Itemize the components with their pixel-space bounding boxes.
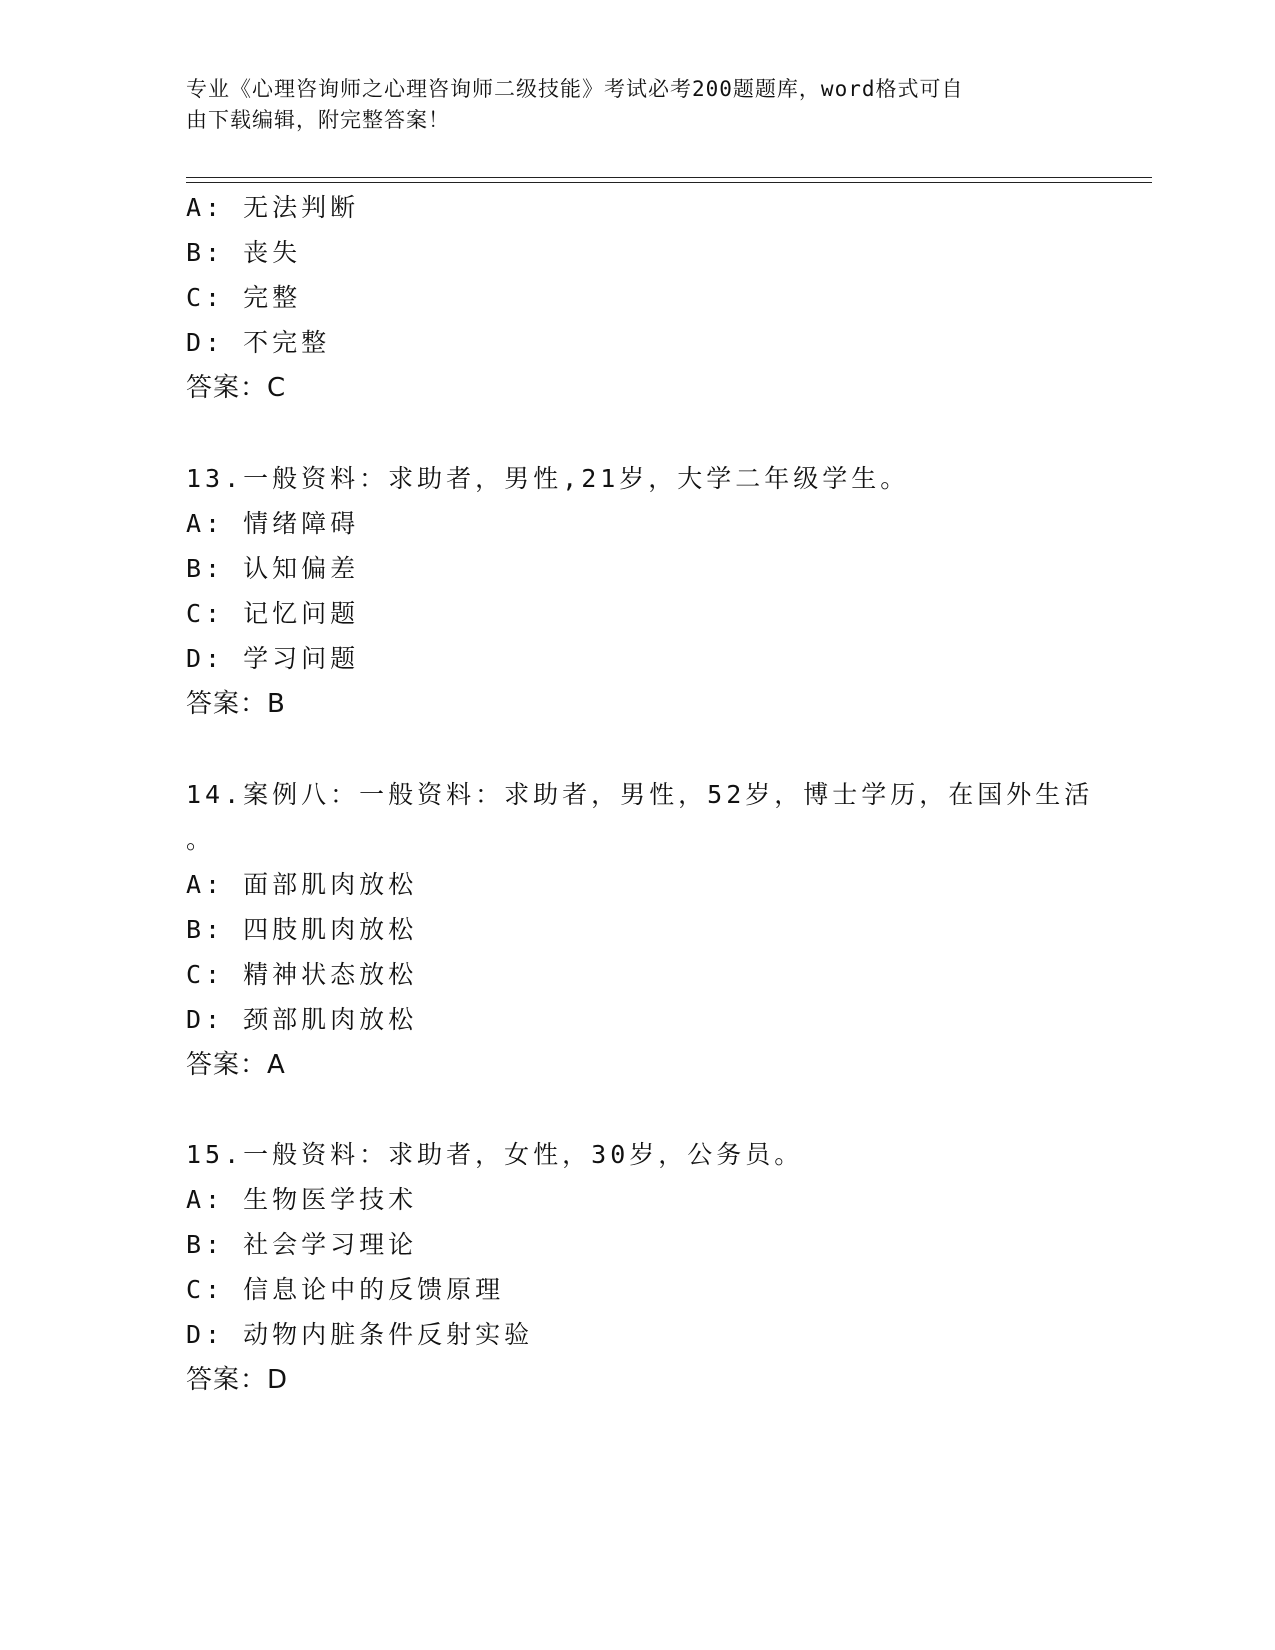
question-stem: 15.一般资料：求助者，女性，30岁，公务员。	[186, 1140, 804, 1169]
option-d: D: 学习问题	[186, 644, 360, 673]
option-d: D: 不完整	[186, 328, 331, 357]
question-stem-continuation: 。	[186, 825, 216, 854]
option-a: A: 生物医学技术	[186, 1185, 418, 1214]
option-d: D: 动物内脏条件反射实验	[186, 1320, 534, 1349]
document-header	[186, 74, 1066, 136]
answer-line: 答案：D	[186, 1365, 289, 1395]
option-b: B: 社会学习理论	[186, 1230, 418, 1259]
option-b: B: 四肢肌肉放松	[186, 915, 418, 944]
option-c: C: 完整	[186, 283, 302, 312]
option-c: C: 信息论中的反馈原理	[186, 1275, 505, 1304]
option-a: A: 无法判断	[186, 193, 360, 222]
option-b: B: 认知偏差	[186, 554, 360, 583]
answer-line: 答案：B	[186, 689, 286, 719]
header-divider-top	[186, 177, 1152, 178]
question-stem: 13.一般资料：求助者，男性,21岁，大学二年级学生。	[186, 464, 910, 493]
option-d: D: 颈部肌肉放松	[186, 1005, 418, 1034]
question-stem: 14.案例八：一般资料：求助者，男性，52岁，博士学历，在国外生活	[186, 780, 1094, 809]
option-a: A: 面部肌肉放松	[186, 870, 418, 899]
option-a: A: 情绪障碍	[186, 509, 360, 538]
answer-line: 答案：A	[186, 1050, 286, 1080]
header-divider-bottom	[186, 182, 1152, 183]
option-b: B: 丧失	[186, 238, 302, 267]
answer-line: 答案：C	[186, 373, 287, 403]
header-line-2: 由下载编辑，附完整答案！	[186, 108, 450, 132]
option-c: C: 记忆问题	[186, 599, 360, 628]
option-c: C: 精神状态放松	[186, 960, 418, 989]
header-line-1: 专业《心理咨询师之心理咨询师二级技能》考试必考200题题库，word格式可自	[186, 77, 964, 101]
